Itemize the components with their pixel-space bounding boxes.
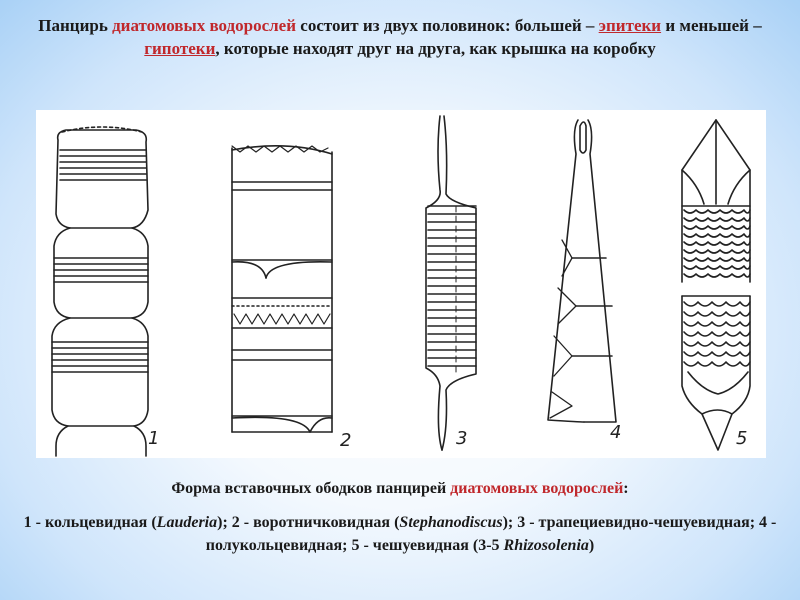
title-text-1: Панцирь bbox=[38, 16, 113, 35]
diatom-label-5: 5 bbox=[736, 428, 748, 449]
diatom-1-lauderia bbox=[52, 127, 159, 456]
title-term-diatoms: диатомовых водорослей bbox=[112, 16, 297, 35]
diatom-5-scale bbox=[682, 120, 750, 450]
diatom-4-semi-ring bbox=[548, 120, 621, 443]
caption-genus-lauderia: Lauderia bbox=[156, 514, 218, 531]
caption-head-colon: : bbox=[623, 480, 629, 497]
title-text-3: и меньшей – bbox=[661, 16, 762, 35]
caption-part-3: ); 3 - трапециевидно-чешуевидная; 4 - полукольцевидная; 5 - чешуевидная (3-5 bbox=[205, 514, 777, 554]
caption-heading bbox=[10, 480, 790, 498]
diatom-label-3: 3 bbox=[456, 428, 468, 449]
slide-title bbox=[10, 14, 790, 60]
title-term-hypotheca: гипотеки bbox=[144, 39, 216, 58]
caption-part-4: ) bbox=[588, 537, 595, 554]
caption-part-1: 1 - кольцевидная ( bbox=[23, 514, 157, 531]
title-term-epitheca: эпитеки bbox=[598, 16, 662, 35]
caption-body bbox=[14, 511, 786, 557]
diatom-2-stephanodiscus bbox=[232, 146, 351, 451]
caption-part-2: ); 2 - воротничковидная ( bbox=[217, 514, 400, 531]
caption-genus-rhizosolenia: Rhizosolenia bbox=[503, 537, 589, 554]
diatom-figure bbox=[36, 110, 766, 458]
caption-genus-stephanodiscus: Stephanodiscus bbox=[399, 514, 503, 531]
title-text-4: , которые находят друг на друга, как крышка на коробку bbox=[215, 39, 656, 58]
diatom-3-trapezoid-scale bbox=[426, 116, 476, 450]
title-text-2: состоит из двух половинок: большей – bbox=[296, 16, 599, 35]
diatom-label-2: 2 bbox=[340, 430, 352, 451]
diatom-drawings bbox=[36, 110, 766, 458]
caption-head-text: Форма вставочных ободков панцирей bbox=[171, 480, 451, 497]
diatom-label-4: 4 bbox=[610, 422, 622, 443]
caption-head-term: диатомовых водорослей bbox=[450, 480, 624, 497]
diatom-label-1: 1 bbox=[148, 428, 160, 449]
